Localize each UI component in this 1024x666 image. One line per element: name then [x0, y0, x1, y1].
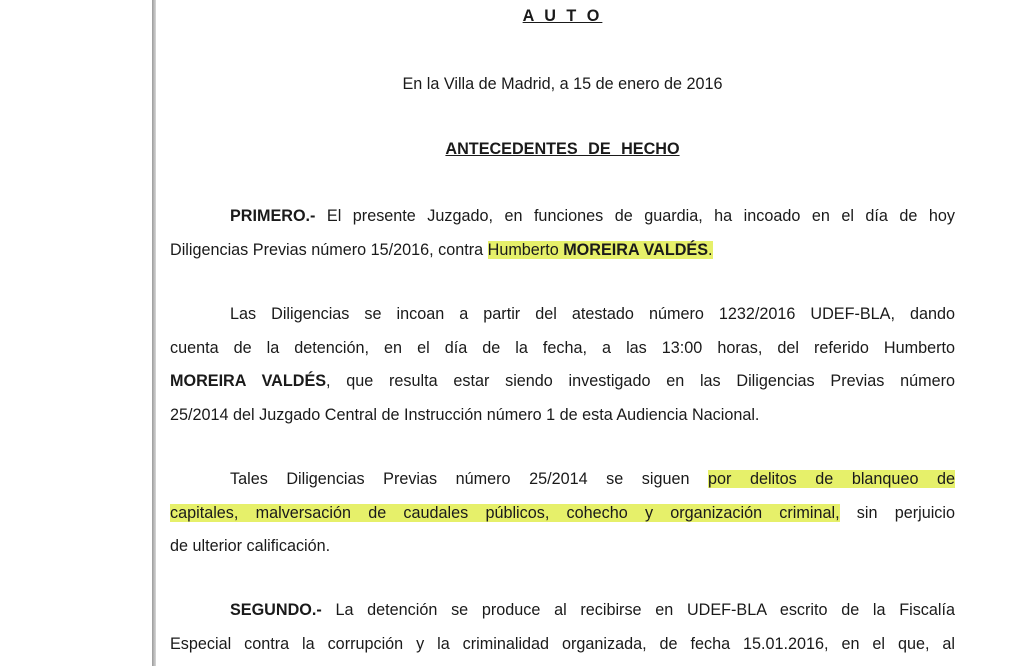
p2-line3-rest: , que resulta estar siendo investigado en las Diligencias Previas número — [326, 372, 956, 390]
primero-lead: PRIMERO.- — [230, 207, 316, 225]
paragraph-diligencias — [170, 298, 955, 432]
name-bold: MOREIRA VALDÉS — [563, 240, 708, 259]
paragraph-delitos — [170, 463, 955, 564]
p1-line2: Diligencias Previas número 15/2016, contra — [170, 240, 488, 259]
section-heading: ANTECEDENTES DE HECHO — [445, 140, 680, 158]
paragraph-segundo — [170, 594, 955, 661]
p2-line3-bold: MOREIRA VALDÉS — [170, 372, 327, 390]
p4-line2: Especial contra la corrupción y la criminalidad organizada, de fecha 15.01.2016, en el que, al — [170, 634, 955, 653]
p3-line2-rest: sin perjuicio — [839, 503, 956, 522]
name-plain: Humberto — [487, 240, 564, 259]
p4-line1: La detención se produce al recibirse en UDEF-BLA escrito de la Fiscalía — [321, 601, 955, 619]
p2-line4: 25/2014 del Juzgado Central de Instrucción número 1 de esta Audiencia Nacional. — [170, 405, 760, 424]
p3-highlight-1: por delitos de blanqueo de — [708, 470, 955, 488]
paragraph-primero — [170, 200, 955, 267]
p2-line2: cuenta de la detención, en el día de la fecha, a las 13:00 horas, del referido Humberto — [170, 338, 955, 357]
p3-line3: de ulterior calificación. — [170, 537, 331, 555]
p3-line1: Tales Diligencias Previas número 25/2014 se siguen — [230, 470, 709, 488]
name-end: . — [708, 240, 713, 259]
p3-highlight-2: capitales, malversación de caudales públicos, cohecho y organización criminal, — [170, 503, 840, 522]
p1-line1: El presente Juzgado, en funciones de guardia, ha incoado en el día de hoy — [315, 207, 955, 225]
document-title: A U T O — [522, 7, 603, 25]
segundo-lead: SEGUNDO.- — [230, 601, 322, 619]
highlight-name — [488, 241, 713, 259]
date-line: En la Villa de Madrid, a 15 de enero de 2016 — [402, 75, 723, 93]
p2-line1: Las Diligencias se incoan a partir del atestado número 1232/2016 UDEF-BLA, dando — [230, 305, 955, 323]
page-left-edge — [152, 0, 156, 666]
